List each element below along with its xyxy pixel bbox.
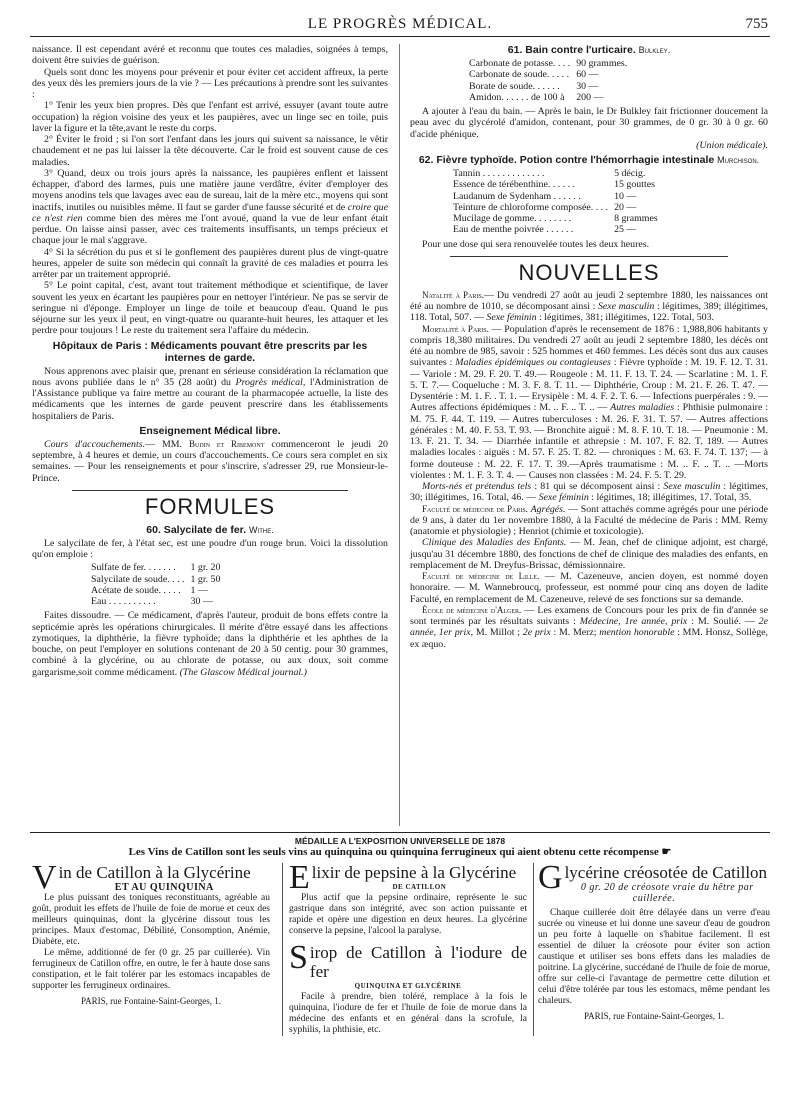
paragraph: Morts-nés et prétendus tels : 81 qui se décomposent ainsi : Sexe masculin : légitimes, 30; illégitimes, 16. Total, 46. — Sexe féminin : légitimes, 18; illégitimes, 17. Total, 35. bbox=[410, 481, 768, 504]
paragraph: École de médecine d'Alger. — Les examens de Concours pour les prix de fin d'année se sont terminés par les résultats suivants : Médecine, 1re année, prix : M. Soulié. — 2e année, 1er prix, M. Millot ; 2e prix : M. Merz; mention honorable : MM. Honsz, Sollège, ex æquo. bbox=[410, 604, 768, 650]
advertisement-block bbox=[30, 832, 770, 1093]
ad-title: Sirop de Catillon à l'iodure de fer bbox=[289, 939, 527, 981]
ad-address: PARIS, rue Fontaine-Saint-Georges, 1. bbox=[81, 996, 221, 1006]
column-divider bbox=[399, 44, 400, 826]
paragraph: Clinique des Maladies des Enfants. — M. Jean, chef de clinique adjoint, est chargé, jusqu'au 31 décembre 1880, des fonctions de chef de clinique des maladies des enfants, en remplacement de M. Dreyfus-Brissac, démissionnaire. bbox=[410, 537, 768, 571]
formula-table bbox=[466, 58, 630, 103]
table-row: Tannin . . . . . . . . . . . . . 5 décig. bbox=[453, 168, 646, 179]
journal-title: LE PROGRÈS MÉDICAL. bbox=[307, 16, 493, 32]
table-row: Eau . . . . . . . . . . 30 — bbox=[91, 596, 213, 607]
table-row: Amidon. . . . . . de 100 à 200 — bbox=[469, 91, 604, 103]
ad-vin-catillon bbox=[32, 859, 270, 1007]
table-row: Sulfate de fer. . . . . . . 1 gr. 20 bbox=[91, 562, 221, 574]
nouvelles-heading: NOUVELLES bbox=[450, 256, 728, 286]
table-row: Teinture de chloroforme composée. . . . 20 — bbox=[453, 201, 637, 213]
ad-text: Chaque cuillerée doit être délayée dans un verre d'eau sucrée ou vineuse et lui donne une saveur d'eau de goudron un peu forte à laquelle on s'habitue facilement. Il est essentiel de diluer la créosote pour éviter son action caustique et utiliser ses bons effets dans les maladies de poitrine. La glycérine, succédané de l'huile de foie de morue, offre sur celle-ci l'avantage de permettre cette dilution et celui d'être tolérée par tous les estomacs, même pendant les chaleurs. bbox=[538, 908, 770, 1006]
ad-subtitle: 0 gr. 20 de créosote vraie du hêtre par cuillerée. bbox=[580, 882, 754, 904]
paragraph: Quels sont donc les moyens pour prévenir et pour éviter cet accident affreux, la perte des yeux dès les premiers jours de la vie ? — Les précautions à prendre sont les suivantes : bbox=[32, 66, 388, 100]
ad-title: Glycérine créosotée de Catillon bbox=[538, 859, 768, 896]
formula-table bbox=[88, 562, 223, 607]
ad-banner-title: MÉDAILLE A L'EXPOSITION UNIVERSELLE DE 1878 bbox=[294, 836, 506, 846]
ad-subtitle: QUINQUINA ET GLYCÉRINE bbox=[354, 982, 462, 990]
page-number: 755 bbox=[745, 16, 768, 32]
formula-heading: 62. Fièvre typhoïde. Potion contre l'hémorrhagie intestinale Murchison. bbox=[418, 154, 760, 166]
table-row: Eau de menthe poivrée . . . . . . 25 — bbox=[453, 224, 637, 236]
ad-elixir-pepsine bbox=[282, 859, 534, 1036]
ad-address: PARIS, rue Fontaine-Saint-Georges, 1. bbox=[584, 1011, 724, 1021]
ad-text: Plus actif que la pepsine ordinaire, représente le suc gastrique dans son intégrité, avec son action puissante et rapide et opère une digestion en deux heures. La glycérine conserve la pepsine, l'alcool la paralyse. bbox=[289, 893, 527, 936]
formula-heading: 61. Bain contre l'urticaire. Bulkley. bbox=[507, 44, 671, 56]
table-row: Laudanum de Sydenham . . . . . . 10 — bbox=[453, 190, 637, 202]
paragraph: Nous apprenons avec plaisir que, prenant en sérieuse considération la réclamation que nous avons publiée dans le n° 35 (28 août) du Progrès médical, l'Administration de l'Assistance publique va faire mettre au courant de la pharmacopée actuelle, la liste des médicaments que les internes de garde peuvent prescrire dans les établissements hospitaliers de Paris. bbox=[32, 365, 389, 422]
paragraph: 3° Quand, deux ou trois jours après la naissance, les paupières enflent et laissent échapper, d'abord des larmes, puis une matière jaune verdâtre, éviter d'employer des moyens anodins tels que lavages avec eau de sureau, lait de la mère etc., moyens qui sont inactifs, inutiles ou nuisibles même. Il faut se garder d'une fausse sécurité et de croire que ce n'est rien comme bien des mères me l'ont avoué, quand la vue de leur enfant était perdue. On laisse ainsi passer, avec ces traitements insuffisants, un temps précieux et chaque jour le mal s'aggrave. bbox=[32, 167, 388, 247]
paragraph: 2° Éviter le froid ; si l'on sort l'enfant dans les jours qui suivent sa naissance, le vêtir chaudement et ne pas lui laisser la tête découverte. Car le froid est souvent cause de ces maladies. bbox=[32, 134, 388, 168]
paragraph: A ajouter à l'eau du bain. — Après le bain, le Dr Bulkley fait frictionner doucement la peau avec du glycérolé d'amidon, contenant, pour 30 grammes, de 0 gr. 30 à 0 gr. 60 d'acide phénique. bbox=[410, 106, 768, 140]
section-heading: Hôpitaux de Paris : Médicaments pouvant être prescrits par les internes de garde. bbox=[52, 339, 368, 364]
paragraph: 1° Tenir les yeux bien propres. Dès que l'enfant est arrivé, essuyer (avant toute autre occupation) la région voisine des yeux et les paupières, avec un linge sec en toile, puis laver la figure et la tête,avant le reste du corps. bbox=[32, 100, 388, 134]
paragraph: naissance. Il est cependant avéré et reconnu que toutes ces maladies, soignées à temps, doivent être suivies de guérison. bbox=[32, 44, 388, 67]
ad-subtitle: DE CATILLON bbox=[392, 883, 447, 891]
paragraph: Faites dissoudre. — Ce médicament, d'après l'auteur, produit de bons effets contre la septicémie après les opérations chirurgicales. Il mérite d'être essayé dans les affections zymotiques, la diphthérie, la fièvre typhoïde; dans la diphthérie et les aphthes de la bouche, on peut l'employer en solutions contenant de 20 à 50 centig. pour 30 grammes, combiné à la glycérine, ou au chlorate de potasse, ou aux doux, soit comme gargarisme,soit comme médicament. (The Glascow Médical journal.) bbox=[32, 610, 388, 678]
table-row: Carbonate de potasse. . . . 90 grammes. bbox=[469, 58, 628, 69]
paragraph: 4° Si la sécrétion du pus et si le gonflement des paupières durent plus de vingt-quatre heures, appeler de suite son médecin qui connaît la gravité de ces maladies et pourra les arrêter par un traitement approprié. bbox=[32, 246, 388, 280]
right-column bbox=[410, 44, 768, 650]
table-row: Salycilate de soude. . . . 1 gr. 50 bbox=[91, 573, 221, 585]
ad-subtitle: ET AU QUINQUINA bbox=[114, 882, 214, 893]
table-row: Acétate de soude. . . . . 1 — bbox=[91, 584, 208, 596]
ad-title: Vin de Catillon à la Glycérine bbox=[32, 859, 251, 896]
paragraph: Pour une dose qui sera renouvelée toutes les deux heures. bbox=[422, 238, 650, 250]
formula-heading: 60. Salycilate de fer. Withe. bbox=[146, 523, 274, 536]
table-row: Carbonate de soude. . . . . 60 — bbox=[469, 69, 599, 81]
ad-text: Le même, additionné de fer (0 gr. 25 par cuillerée). Vin ferrugineux de Catillon offre, en outre, le fer à haute dose sans constipation, et le fait tolérer par les estomacs incapables de supporter les ferrugineux ordinaires. bbox=[32, 948, 270, 991]
left-column bbox=[32, 44, 388, 678]
section-heading: Enseignement Médical libre. bbox=[139, 424, 281, 437]
paragraph: Faculté de médecine de Paris. Agrégés. — Sont attachés comme agrégés pour une période de 9 ans, à dater du 1er novembre 1880, à la Faculté de médecine de Paris : MM. Remy (anatomie et physiologie) ; Henriot (chimie et toxicologie). bbox=[410, 503, 768, 537]
formula-table bbox=[450, 168, 661, 236]
paragraph: Le salycilate de fer, à l'état sec, est une poudre d'un rouge brun. Voici la dissolution qu'on emploie : bbox=[32, 537, 388, 560]
paragraph: Natalité à Paris.— Du vendredi 27 août au jeudi 2 septembre 1880, les naissances ont été au nombre de 1010, se décomposant ainsi : Sexe masculin : légitimes, 389; illégitimes, 118. Total, 507. — Sexe féminin : légitimes, 381; illégitimes, 122. Total, 503. bbox=[410, 289, 768, 324]
paragraph: Cours d'accouchements.— MM. Budin et Ribemont commenceront le jeudi 20 septembre, à 4 heures et demie, un cours d'accouchements. Ce cours sera complet en six semaines. — Pour les renseignements et pour s'inscrire, s'adresser 29, rue Monsieur-le-Prince. bbox=[32, 438, 388, 484]
ad-text: Le plus puissant des toniques reconstituants, agréable au goût, produit les effets de l'huile de foie de morue et ceux des meilleurs quinquinas, dont la glycérine dissout tous les principes. Maux d'estomac, Débilité, Consomption, Anémie, Diabète, etc. bbox=[32, 893, 270, 947]
ad-title: Elixir de pepsine à la Glycérine bbox=[289, 859, 517, 896]
paragraph: Faculté de médecine de Lille. — M. Cazeneuve, ancien doyen, est nommé doyen honoraire. — M. Wannebroucq, professeur, est nommé pour cinq ans doyen de ladite Faculté, en remplacement de M. Cazeneuve, relevé de ses fonctions sur sa demande. bbox=[410, 571, 769, 605]
table-row: Borate de soude. . . . . . 30 — bbox=[469, 80, 599, 92]
ad-glycerine-creosotee bbox=[538, 859, 770, 1022]
page-header bbox=[30, 14, 770, 37]
paragraph: Mortalité à Paris. — Population d'après le recensement de 1876 : 1,988,806 habitants y compris 18,380 militaires. Du vendredi 27 août au jeudi 2 septembre 1880, les décès ont été au nombre de 985, savoir : 525 hommes et 460 femmes. Les décès sont dus aux causes suivantes : Maladies épidémiques ou contagieuses : Fièvre typhoïde : M. 19. F. 12. T. 31. — Variole : M. 29. F. 20. T. 49.— Rougeole : M. 11. F. 13. T. 24. — Scarlatine : M. 1. F. 5. T. 7.— Coqueluche : M. 3. F. 8. T. 11. — Diphthérie, Croup : M. 21. F. 26. T. 47. — Dysentérie : M. 1. F. . T. 1. — Erysipèle : M. 4. F. 2. T. 6. — Infections puerpérales : 9. — Autres affections épidémiques : M. .. F. .. T. .. — Autres maladies : Phthisie pulmonaire : M. 75. F. 44. T. 119. — Autres tuberculoses : M. 26. F. 31. T. 57. — Autres affections générales : M. 40. F. 53. T. 93. — Bronchite aiguë : M. 8. F. 10. T. 18. — Pneumonie : M. 13. F. 21. T. 34. — Diarrhée infantile et athrepsie : M. 107. F. 82. T. 189. — Autres maladies locales : aiguës : M. 57. F. 25. T. 82. — chroniques : M. 63. F. 74. T. 137; — à forme douteuse : M. 22. F. 17. T. 39.—Après traumatisme : M. .. F. .. T. .. —Morts violentes : M. 1. F. 3. T. 4. — Causes non classées : M. 24. F. 5. T. 29. bbox=[410, 323, 769, 481]
paragraph: 5° Le point capital, c'est, avant tout traitement méthodique et scientifique, de laver souvent les yeux en écartant les paupières pour en nettoyer l'intérieur. Ne pas se servir de seringue ni d'éponge. Employer un linge de toile et beaucoup d'eau. Quand le pus séjourne sur les yeux il peut, en vingt-quatre ou quarante-huit heures, les attaquer et les perdre pour toujours ! Le reste du traitement sera l'affaire du médecin. bbox=[32, 280, 388, 337]
ad-banner-subtitle: Les Vins de Catillon sont les seuls vins au quinquina ou quinquina ferrugineux qui aient obtenu cette récompense ☛ bbox=[128, 846, 672, 858]
table-row: Mucilage de gomme. . . . . . . . 8 grammes bbox=[453, 213, 658, 224]
ad-text: Facile à prendre, bien toléré, remplace à la fois le quinquina, l'iodure de fer et l'huile de foie de morue dans la médecine des enfants et en général dans la scrofule, la syphilis, la phthisie, etc. bbox=[289, 992, 527, 1035]
table-row: Essence de térébenthine. . . . . . 15 gouttes bbox=[453, 179, 655, 191]
source-citation: (Union médicale). bbox=[696, 139, 768, 151]
formules-heading: FORMULES bbox=[72, 490, 348, 520]
